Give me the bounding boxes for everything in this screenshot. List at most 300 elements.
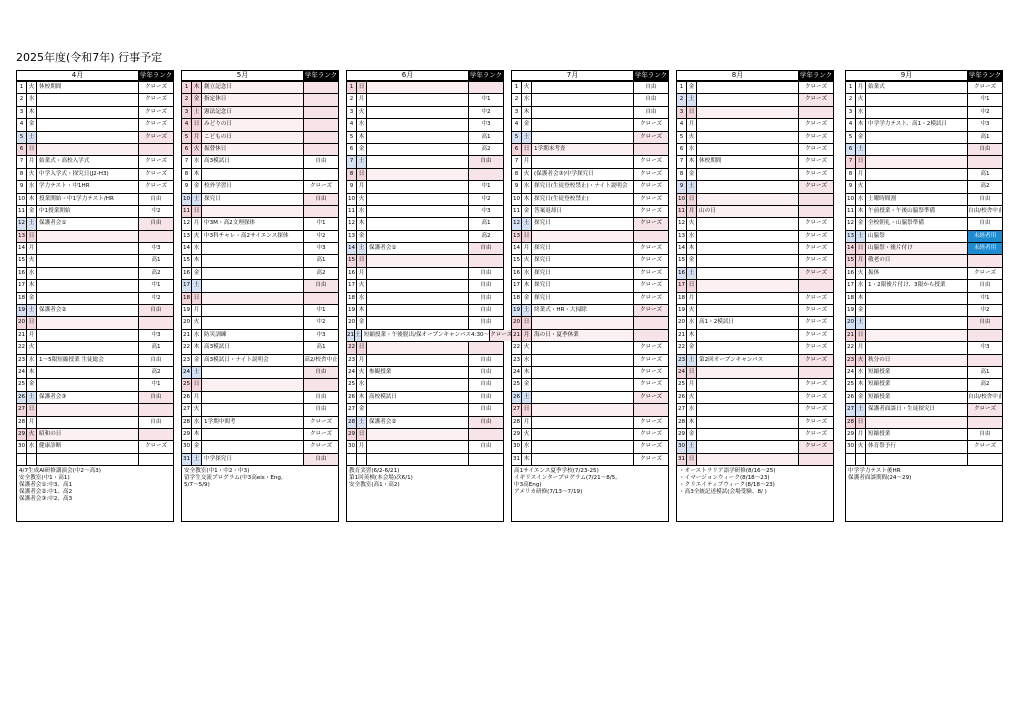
weekday: 水 [522,355,532,366]
event-text: 始業式・高校入学式 [37,156,139,167]
day-row [17,131,173,143]
weekday: 日 [357,255,367,266]
day-row [347,230,503,242]
day-number: 7 [17,156,27,167]
weekday: 水 [357,206,367,217]
rank-value [304,144,338,155]
day-row [512,93,668,105]
event-text [367,82,469,93]
rank-value [799,107,833,118]
weekday: 月 [357,268,367,279]
event-text [697,268,799,279]
day-number: 29 [512,429,522,440]
event-text [697,280,799,291]
weekday: 木 [522,280,532,291]
day-number: 4 [846,119,856,130]
weekday: 月 [192,218,202,229]
weekday: 月 [192,305,202,316]
rank-value: クローズ [144,96,168,103]
rank-value: 自由 [469,156,503,167]
day-row [17,292,173,304]
event-text [202,392,304,403]
day-row [512,143,668,155]
day-row [512,416,668,428]
note-line: 保護者会②:中1、高2 [19,489,73,496]
rank-value: 自由 [469,417,503,428]
event-text [697,181,799,192]
rank-value: 自由 [645,96,657,103]
rank-value: 高1 [481,220,491,227]
event-text [367,268,469,279]
weekday: 日 [357,342,367,353]
weekday: 金 [192,94,202,105]
rank-value: 中1 [151,282,161,289]
rank-value: クローズ [804,133,828,140]
day-number: 27 [182,404,192,415]
event-text [367,280,469,291]
day-row [17,118,173,130]
weekday: 木 [357,392,367,403]
rank-value: クローズ [804,418,828,425]
day-row [347,106,503,118]
note-line: 安全教室(中1・中2・中3) [184,468,250,475]
weekday: 火 [522,82,532,93]
rank-value [634,317,668,328]
weekday [27,454,37,465]
rank-value: クローズ [973,84,997,90]
event-text [697,417,799,428]
weekday: 土 [27,132,37,143]
rank-value [304,82,338,93]
note-line: 保護者会③:中2、高3 [19,496,73,503]
weekday: 日 [522,231,532,242]
rank-value: クローズ [804,307,828,314]
weekday: 火 [357,107,367,118]
day-number: 2 [347,94,357,105]
day-row [182,230,338,242]
event-text [37,293,139,304]
weekday: 木 [192,82,202,93]
day-number: 27 [677,404,687,415]
day-number: 5 [17,132,27,143]
day-number: 22 [512,342,522,353]
event-text [37,144,139,155]
weekday: 木 [192,429,202,440]
day-row [677,453,833,465]
weekday: 火 [27,342,37,353]
event-text [367,404,469,415]
day-row [846,168,1002,180]
weekday: 水 [192,330,202,341]
day-row [17,205,173,217]
day-number: 5 [347,132,357,143]
event-text: 1・2限後片付け、3限から授業 [866,280,968,291]
day-row [17,193,173,205]
day-number: 1 [17,82,27,93]
event-text [202,404,304,415]
day-row [182,329,338,341]
weekday: 月 [27,243,37,254]
day-row [17,242,173,254]
event-text [532,355,634,366]
event-text [532,231,634,242]
event-text: 健康診断 [37,441,139,452]
day-row [347,205,503,217]
weekday: 土 [192,280,202,291]
event-text [37,280,139,291]
day-number: 10 [512,194,522,205]
weekday: 火 [687,132,697,143]
day-row [512,254,668,266]
day-row [182,391,338,403]
note-line: アメリカ研修(7/13～7/19) [514,489,583,496]
rank-value: クローズ [639,183,663,190]
event-text: 保護者面談日・生徒探究日 [866,404,968,415]
day-row [512,354,668,366]
weekday [357,454,367,465]
rank-value: クローズ [799,268,833,279]
day-number: 16 [347,268,357,279]
day-number: 26 [677,392,687,403]
day-row [677,391,833,403]
day-number: 10 [17,194,27,205]
event-text [697,404,799,415]
rank-value: 自由 [645,84,657,90]
event-text [866,144,968,155]
day-row [347,242,503,254]
day-number: 25 [182,379,192,390]
note-line: ・高3全統記述模試(会場受験、8/ ) [679,489,767,496]
event-text: 短縮授業 [866,429,968,440]
weekday: 水 [856,107,866,118]
event-text [367,194,469,205]
rank-value: クローズ [144,108,168,115]
event-text: 終業式・HR・大掃除 [532,305,634,316]
day-row [17,403,173,415]
rank-value: クローズ [804,145,828,152]
weekday: 土 [192,454,202,465]
event-text [697,293,799,304]
day-number: 4 [512,119,522,130]
rank-value: クローズ [639,294,663,301]
weekday: 火 [856,355,866,366]
event-text [202,268,304,279]
day-number: 13 [347,231,357,242]
weekday: 金 [357,404,367,415]
weekday: 月 [192,132,202,143]
weekday: 金 [522,379,532,390]
weekday: 日 [687,367,697,378]
day-row [846,267,1002,279]
day-number: 14 [182,243,192,254]
event-text: 1学期中間考 [202,417,304,428]
event-text [697,255,799,266]
day-row [512,453,668,465]
day-row [182,453,338,465]
event-text: 中学探究日 [202,454,304,465]
event-text: 山脇祭・後片付け [866,243,968,254]
rank-value: 中2 [316,232,326,239]
event-text: 校外学習日 [202,181,304,192]
weekday: 水 [357,119,367,130]
rank-value: クローズ [139,132,173,143]
rank-value: 中3 [980,344,990,351]
event-text [37,404,139,415]
day-number: 27 [17,404,27,415]
rank-value: 自由 [979,430,991,437]
day-number: 12 [677,218,687,229]
event-text: 参観授業 [367,367,469,378]
weekday: 月 [856,169,866,180]
day-number: 24 [347,367,357,378]
event-text: 全校朝礼・山脇祭準備 [866,218,968,229]
note-line: 5/7～5/9) [184,482,210,489]
rank-value [968,156,1002,167]
day-row [846,391,1002,403]
day-row [347,143,503,155]
day-row [347,378,503,390]
event-text: 海の日・夏季休業 [532,330,634,341]
rank-value: クローズ [804,344,828,351]
weekday: 木 [687,243,697,254]
day-row [677,193,833,205]
day-number: 5 [512,132,522,143]
day-number: 23 [347,355,357,366]
day-row [677,316,833,328]
weekday: 水 [192,243,202,254]
day-number: 22 [17,342,27,353]
event-text [367,132,469,143]
event-text: 探究日 [532,280,634,291]
rank-value: 高2 [151,269,161,276]
event-text [697,441,799,452]
note-line: ・クリエイティブウィーク(8/18～23) [679,482,775,489]
day-number: 26 [846,392,856,403]
day-row [846,242,1002,254]
note-line: ・イマージョンウィーク(8/18～23) [679,475,770,482]
weekday: 木 [522,194,532,205]
event-text [37,255,139,266]
event-text [697,144,799,155]
month-notes [676,466,834,522]
day-number: 29 [347,429,357,440]
rank-value: 高1 [316,257,326,264]
day-number: 5 [182,132,192,143]
event-text: 体育祭予行 [866,441,968,452]
weekday: 土 [856,317,866,328]
day-row [677,366,833,378]
day-row [512,81,668,93]
day-row [182,155,338,167]
day-row [17,440,173,452]
rank-value [139,317,173,328]
day-number: 12 [347,218,357,229]
rank-header: 学年ランク [799,71,833,79]
weekday: 日 [856,243,866,254]
weekday: 日 [687,194,697,205]
rank-value: 高1 [316,344,326,351]
day-row [182,403,338,415]
event-text [866,454,968,465]
month-name: 7月 [512,71,634,80]
weekday: 土 [687,355,697,366]
day-row [17,155,173,167]
month-name: 6月 [347,71,469,80]
note-line: 安全教室(高1・高2) [349,482,400,489]
rank-value: 高1 [980,368,990,375]
weekday: 木 [522,107,532,118]
event-text [697,218,799,229]
rank-value: 自由 [304,454,338,465]
weekday: 水 [687,404,697,415]
rank-value: 高2 [151,368,161,375]
day-row [347,292,503,304]
day-row [17,378,173,390]
rank-header: 学年ランク [469,71,503,79]
day-row [846,378,1002,390]
day-number: 17 [182,280,192,291]
day-number: 25 [347,379,357,390]
weekday: 木 [27,367,37,378]
day-row [677,416,833,428]
rank-value: 自由 [315,406,327,413]
weekday: 木 [687,156,697,167]
day-row [846,131,1002,143]
event-text [367,206,469,217]
event-text [697,107,799,118]
weekday: 土 [192,107,202,118]
month-header [181,70,339,81]
rank-value: クローズ [144,183,168,190]
rank-value [469,255,503,266]
day-row [17,354,173,366]
weekday: 火 [27,429,37,440]
weekday: 水 [856,280,866,291]
event-text [697,429,799,440]
weekday: 火 [687,392,697,403]
day-grid [181,81,339,466]
weekday: 火 [856,268,866,279]
rank-value: クローズ [804,158,828,165]
rank-value: 高2 [481,145,491,152]
event-text [866,169,968,180]
event-text [202,293,304,304]
day-row [846,118,1002,130]
weekday: 火 [192,231,202,242]
rank-value: クローズ [799,441,833,452]
rank-value: クローズ [309,430,333,437]
day-grid [511,81,669,466]
day-row [512,279,668,291]
rank-value [304,107,338,118]
day-row [512,391,668,403]
weekday: 金 [856,132,866,143]
day-number: 19 [182,305,192,316]
day-row [512,316,668,328]
event-text [866,132,968,143]
event-text [367,293,469,304]
event-text: みどりの日 [202,119,304,130]
day-row [347,428,503,440]
rank-value [634,330,668,341]
rank-value: クローズ [639,195,663,202]
event-text: 高校模試日 [367,392,469,403]
rank-value: 自由 [480,393,492,400]
weekday: 木 [856,379,866,390]
event-text [367,107,469,118]
event-text: 探究日 [532,268,634,279]
weekday: 火 [357,194,367,205]
rank-value [304,132,338,143]
day-row [347,366,503,378]
rank-value: 自由 [979,195,991,202]
event-text [37,379,139,390]
day-row [182,106,338,118]
event-text [532,441,634,452]
event-text [697,243,799,254]
day-number: 14 [846,243,856,254]
day-number: 3 [182,107,192,118]
weekday: 火 [27,82,37,93]
rank-value [799,206,833,217]
rank-value: 中3 [980,121,990,128]
weekday: 水 [192,417,202,428]
day-row [512,131,668,143]
event-text: 高3模試日・ナイト説明会 [202,355,304,366]
day-number: 9 [182,181,192,192]
event-text [202,367,304,378]
weekday: 日 [27,317,37,328]
event-text [367,169,469,180]
day-number: 4 [17,119,27,130]
day-number: 7 [182,156,192,167]
day-row [347,391,503,403]
event-text [697,231,799,242]
event-text [37,94,139,105]
day-number: 26 [182,392,192,403]
rank-value: クローズ [144,158,168,165]
rank-value: 高2 [980,183,990,190]
day-row [17,168,173,180]
day-number: 27 [347,404,357,415]
day-number: 7 [347,156,357,167]
rank-value [968,330,1002,341]
day-number: 21 [677,330,687,341]
day-number: 14 [677,243,687,254]
day-number: 5 [846,132,856,143]
event-text [697,119,799,130]
day-number: 25 [512,379,522,390]
day-row [846,316,1002,328]
event-text [866,330,968,341]
weekday: 土 [856,231,866,242]
day-number: 29 [182,429,192,440]
event-text: 振替休日 [202,144,304,155]
rank-value: クローズ [804,381,828,388]
day-number: 14 [512,243,522,254]
day-number: 23 [677,355,687,366]
event-text: 振休 [866,268,968,279]
event-text [37,107,139,118]
weekday: 水 [522,268,532,279]
event-text [37,367,139,378]
rank-value [634,144,668,155]
event-text [697,367,799,378]
event-text [532,342,634,353]
rank-value: 中3 [481,121,491,128]
day-row [512,341,668,353]
rank-value: 自由 [139,392,173,403]
